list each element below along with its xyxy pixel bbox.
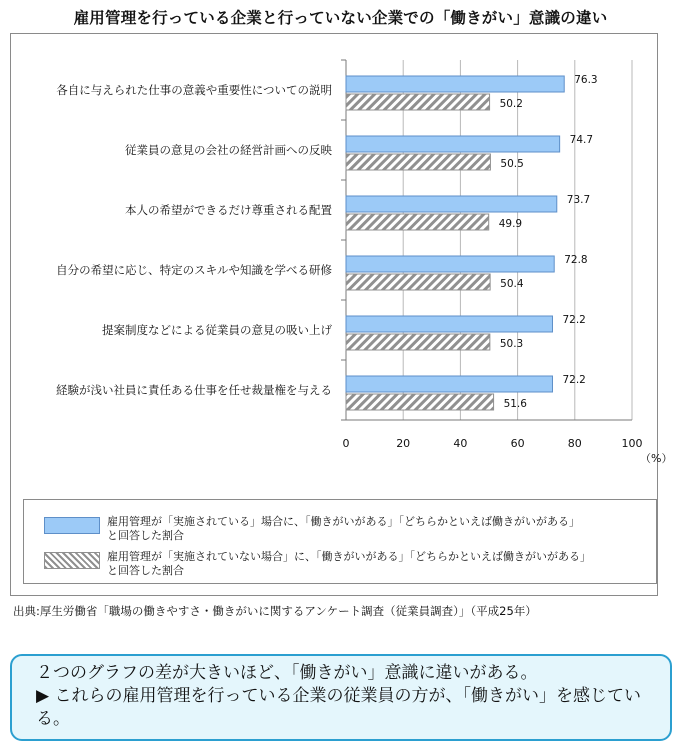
legend [23, 499, 657, 584]
source-citation: 出典:厚生労働省「職場の働きやすさ・働きがいに関するアンケート調査（従業員調査）」（平成25年） [13, 604, 537, 618]
value-label-implemented: 73.7 [566, 194, 591, 206]
value-label-not_implemented: 49.9 [498, 218, 523, 230]
legend-text-implemented-line1: 雇用管理が「実施されている」場合に、「働きがいがある」「どちらかといえば働きがいがある」 [107, 515, 580, 528]
legend-text-not-implemented [107, 550, 591, 578]
x-tick-label: 60 [510, 437, 525, 450]
bar-not_implemented [346, 214, 489, 230]
category-label: 従業員の意見の会社の経営計画への反映 [125, 143, 332, 157]
x-tick-label: 20 [396, 437, 411, 450]
legend-swatch-not-implemented [44, 552, 100, 569]
bar-implemented [346, 376, 552, 392]
note-line-1: ２つのグラフの差が大きいほど、「働きがい」意識に違いがある。 [36, 663, 538, 683]
category-label: 本人の希望ができるだけ尊重される配置 [125, 203, 332, 217]
category-label: 自分の希望に応じ、特定のスキルや知識を学べる研修 [56, 263, 332, 277]
note-line-2: ▶ これらの雇用管理を行っている企業の従業員の方が、「働きがい」を感じている。 [36, 686, 641, 729]
bar-implemented [346, 136, 560, 152]
category-label: 経験が浅い社員に責任ある仕事を任せ裁量権を与える [56, 383, 332, 397]
legend-text-not-implemented-line2: と回答した割合 [107, 564, 184, 577]
value-label-implemented: 72.8 [564, 254, 588, 266]
bar-implemented [346, 256, 554, 272]
value-label-implemented: 72.2 [562, 314, 586, 326]
x-tick-label: 100 [621, 437, 643, 450]
x-tick-label: 0 [342, 437, 350, 450]
chart-title: 雇用管理を行っている企業と行っていない企業での「働きがい」意識の違い [73, 9, 608, 27]
bar-implemented [346, 76, 564, 92]
category-label: 提案制度などによる従業員の意見の吸い上げ [102, 323, 332, 337]
bar-implemented [346, 196, 557, 212]
legend-text-not-implemented-line1: 雇用管理が「実施されていない場合」に、「働きがいがある」「どちらかといえば働きがいがある」 [107, 550, 591, 563]
value-label-implemented: 72.2 [562, 374, 586, 386]
value-label-not_implemented: 50.3 [499, 338, 524, 350]
x-tick-label: 40 [453, 437, 468, 450]
bar-not_implemented [346, 94, 490, 110]
category-label: 各自に与えられた仕事の意義や重要性についての説明 [56, 83, 332, 97]
legend-text-implemented [107, 515, 580, 543]
bar-not_implemented [346, 274, 490, 290]
value-label-not_implemented: 51.6 [503, 398, 527, 410]
bar-not_implemented [346, 154, 490, 170]
value-label-implemented: 74.7 [569, 134, 594, 146]
bar-not_implemented [346, 334, 490, 350]
x-axis-unit: （%） [640, 452, 673, 465]
value-label-not_implemented: 50.4 [500, 278, 524, 290]
value-label-not_implemented: 50.2 [499, 98, 523, 110]
legend-swatch-implemented [44, 517, 100, 534]
bar-not_implemented [346, 394, 494, 410]
legend-text-implemented-line2: と回答した割合 [107, 529, 184, 542]
x-tick-label: 80 [567, 437, 582, 450]
value-label-not_implemented: 50.5 [500, 158, 524, 170]
note-box [10, 654, 672, 741]
value-label-implemented: 76.3 [574, 74, 598, 86]
bar-implemented [346, 316, 552, 332]
